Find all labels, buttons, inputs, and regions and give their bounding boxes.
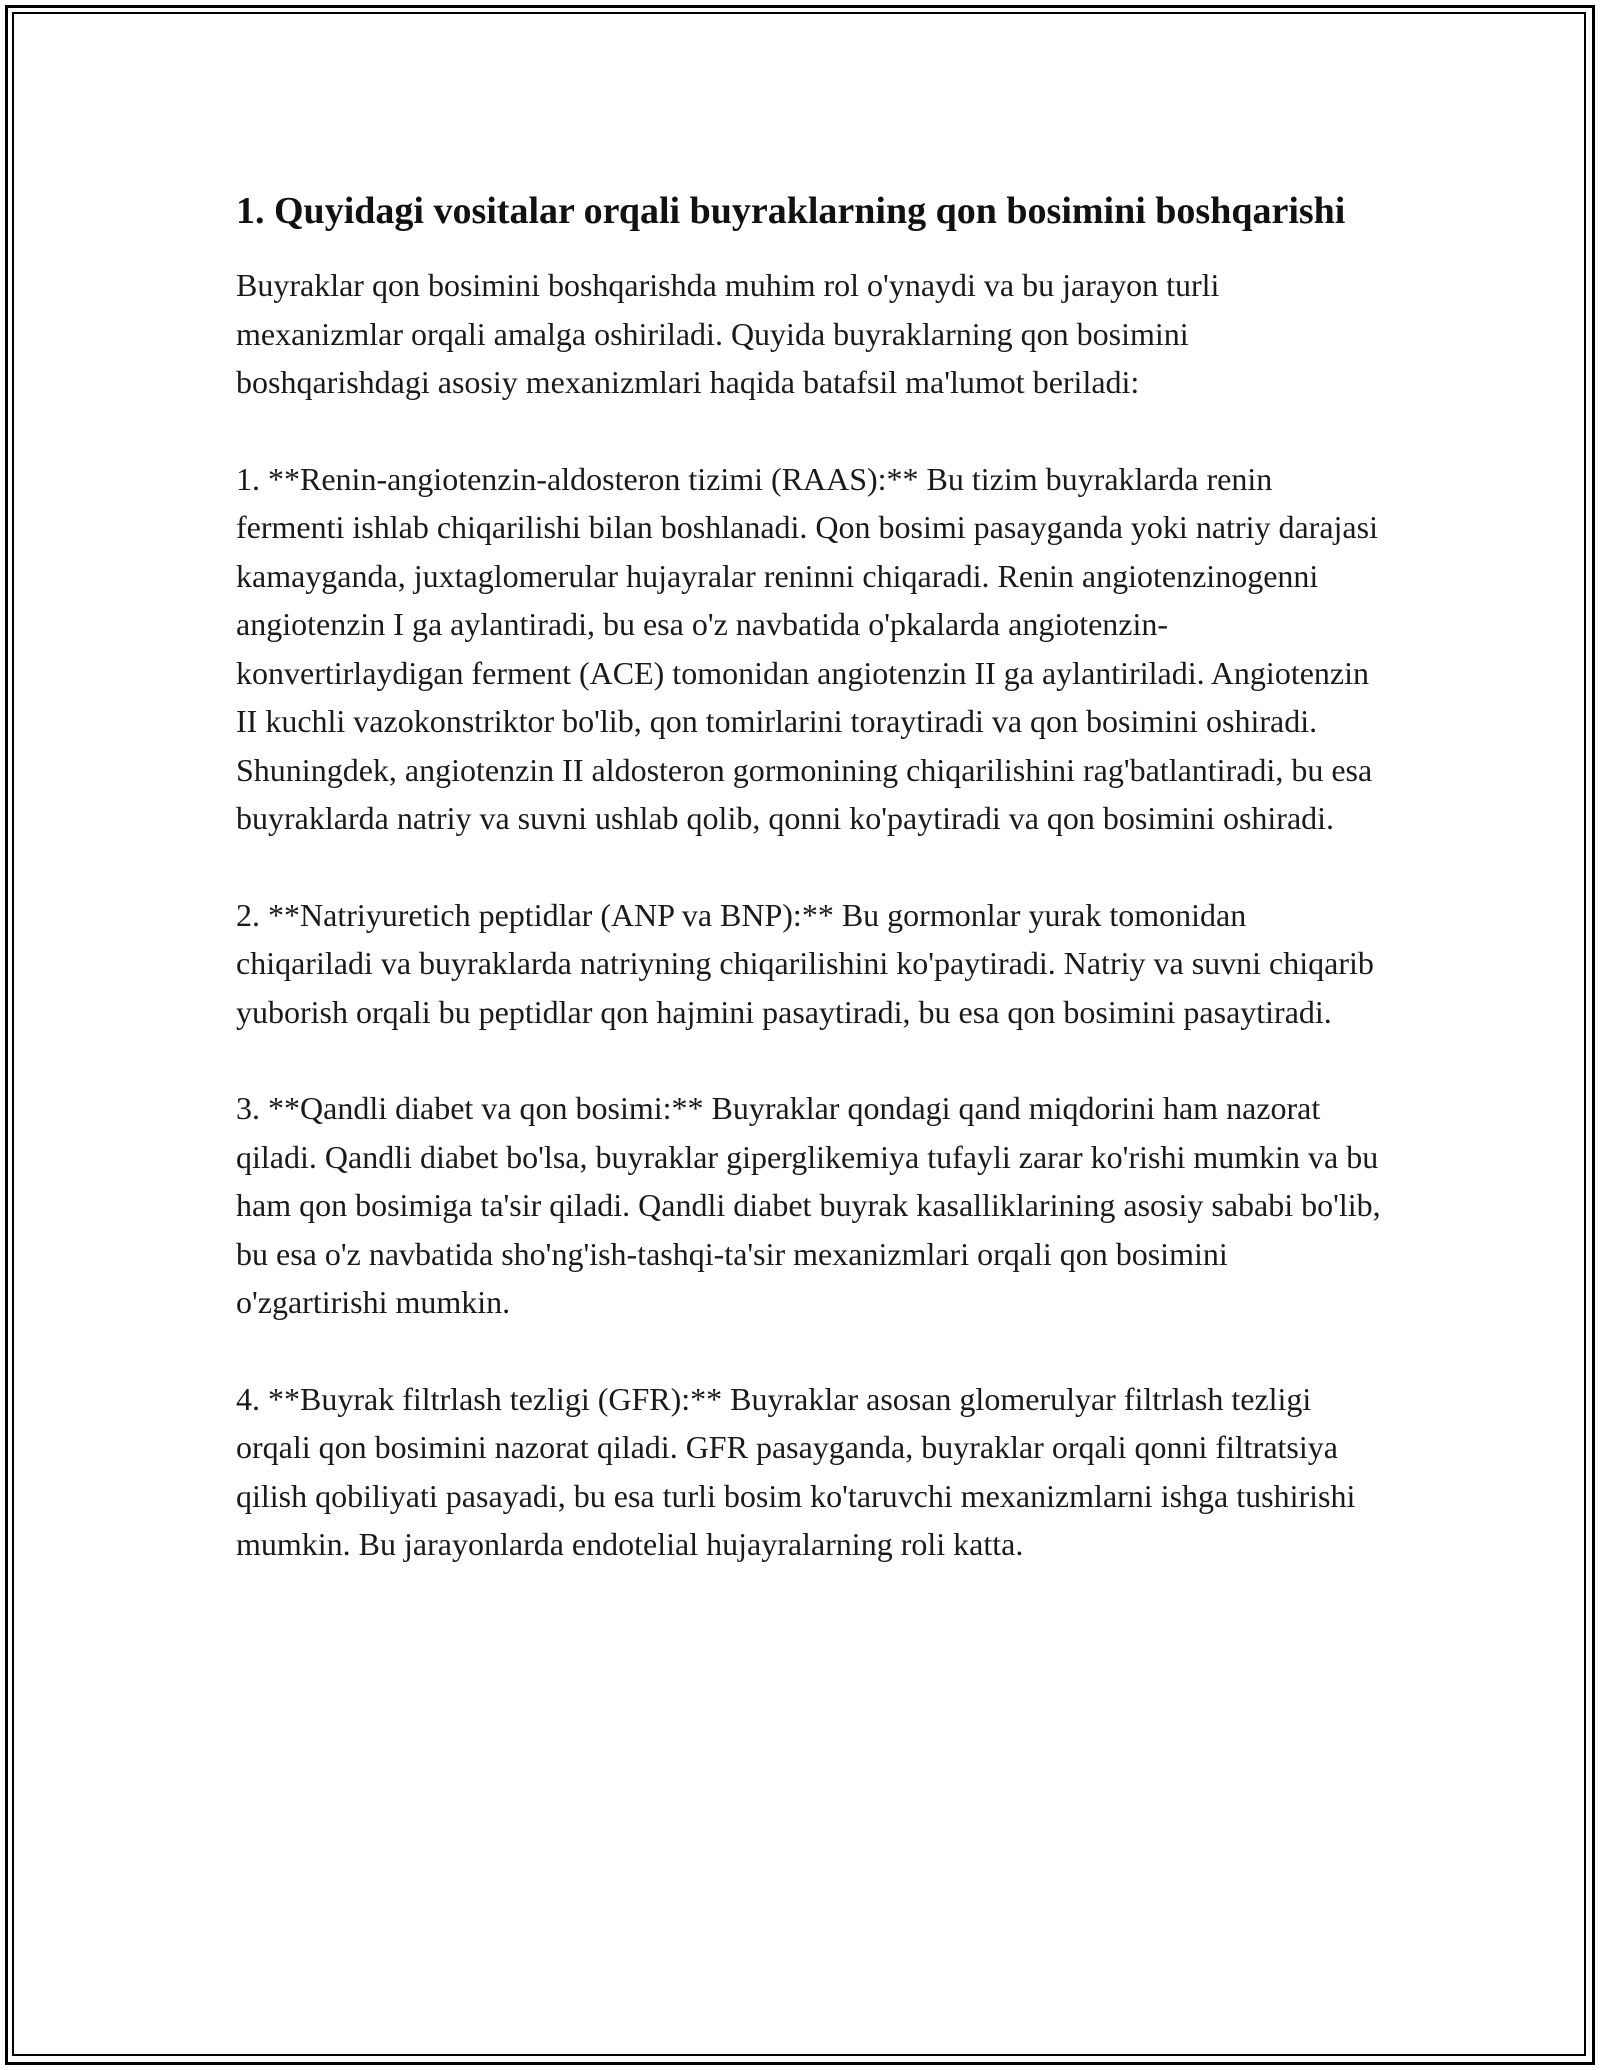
document-body [236,184,1386,1617]
document-heading: 1. Quyidagi vositalar orqali buyraklarning qon bosimini boshqarishi [236,190,1346,232]
diabetes-paragraph: 3. **Qandli diabet va qon bosimi:** Buyraklar qondagi qand miqdorini ham nazorat qiladi. Qandli diabet bo'lsa, buyraklar giperglikemiya tufayli zarar ko'rishi mumkin va bu ham qon bosimiga ta'sir qiladi. Qandli diabet buyrak kasalliklarining asosiy sababi bo'lib, bu esa o'z navbatida sho'ng'ish-tashqi-ta'sir mexanizmlari orqali qon bosimini o'zgartirishi mumkin. [236,1090,1381,1320]
raas-paragraph: 1. **Renin-angiotenzin-aldosteron tizimi (RAAS):** Bu tizim buyraklarda renin fermenti ishlab chiqarilishi bilan boshlanadi. Qon bosimi pasayganda yoki natriy darajasi kamayganda, juxtaglomerular hujayralar reninni chiqaradi. Renin angiotenzinogenni angiotenzin I ga aylantiradi, bu esa o'z navbatida o'pkalarda angiotenzin-konvertirlaydigan ferment (ACE) tomonidan angiotenzin II ga aylantiriladi. Angiotenzin II kuchli vazokonstriktor bo'lib, qon tomirlarini toraytiradi va qon bosimini oshiradi. Shuningdek, angiotenzin II aldosteron gormonining chiqarilishini rag'batlantiradi, bu esa buyraklarda natriy va suvni ushlab qolib, qonni ko'paytiradi va qon bosimini oshiradi. [236,460,1378,836]
gfr-paragraph: 4. **Buyrak filtrlash tezligi (GFR):** Buyraklar asosan glomerulyar filtrlash tezligi orqali qon bosimini nazorat qiladi. GFR pasayganda, buyraklar orqali qonni filtratsiya qilish qobiliyati pasayadi, bu esa turli bosim ko'taruvchi mexanizmlarni ishga tushirishi mumkin. Bu jarayonlarda endotelial hujayralarning roli katta. [236,1380,1356,1562]
natriuretic-peptides-paragraph: 2. **Natriyuretich peptidlar (ANP va BNP):** Bu gormonlar yurak tomonidan chiqariladi va buyraklarda natriyning chiqarilishini ko'paytiradi. Natriy va suvni chiqarib yuborish orqali bu peptidlar qon hajmini pasaytiradi, bu esa qon bosimini pasaytiradi. [236,896,1374,1030]
intro-paragraph: Buyraklar qon bosimini boshqarishda muhim rol o'ynaydi va bu jarayon turli mexanizmlar orqali amalga oshiriladi. Quyida buyraklarning qon bosimini boshqarishdagi asosiy mexanizmlari haqida batafsil ma'lumot beriladi: [236,267,1220,400]
